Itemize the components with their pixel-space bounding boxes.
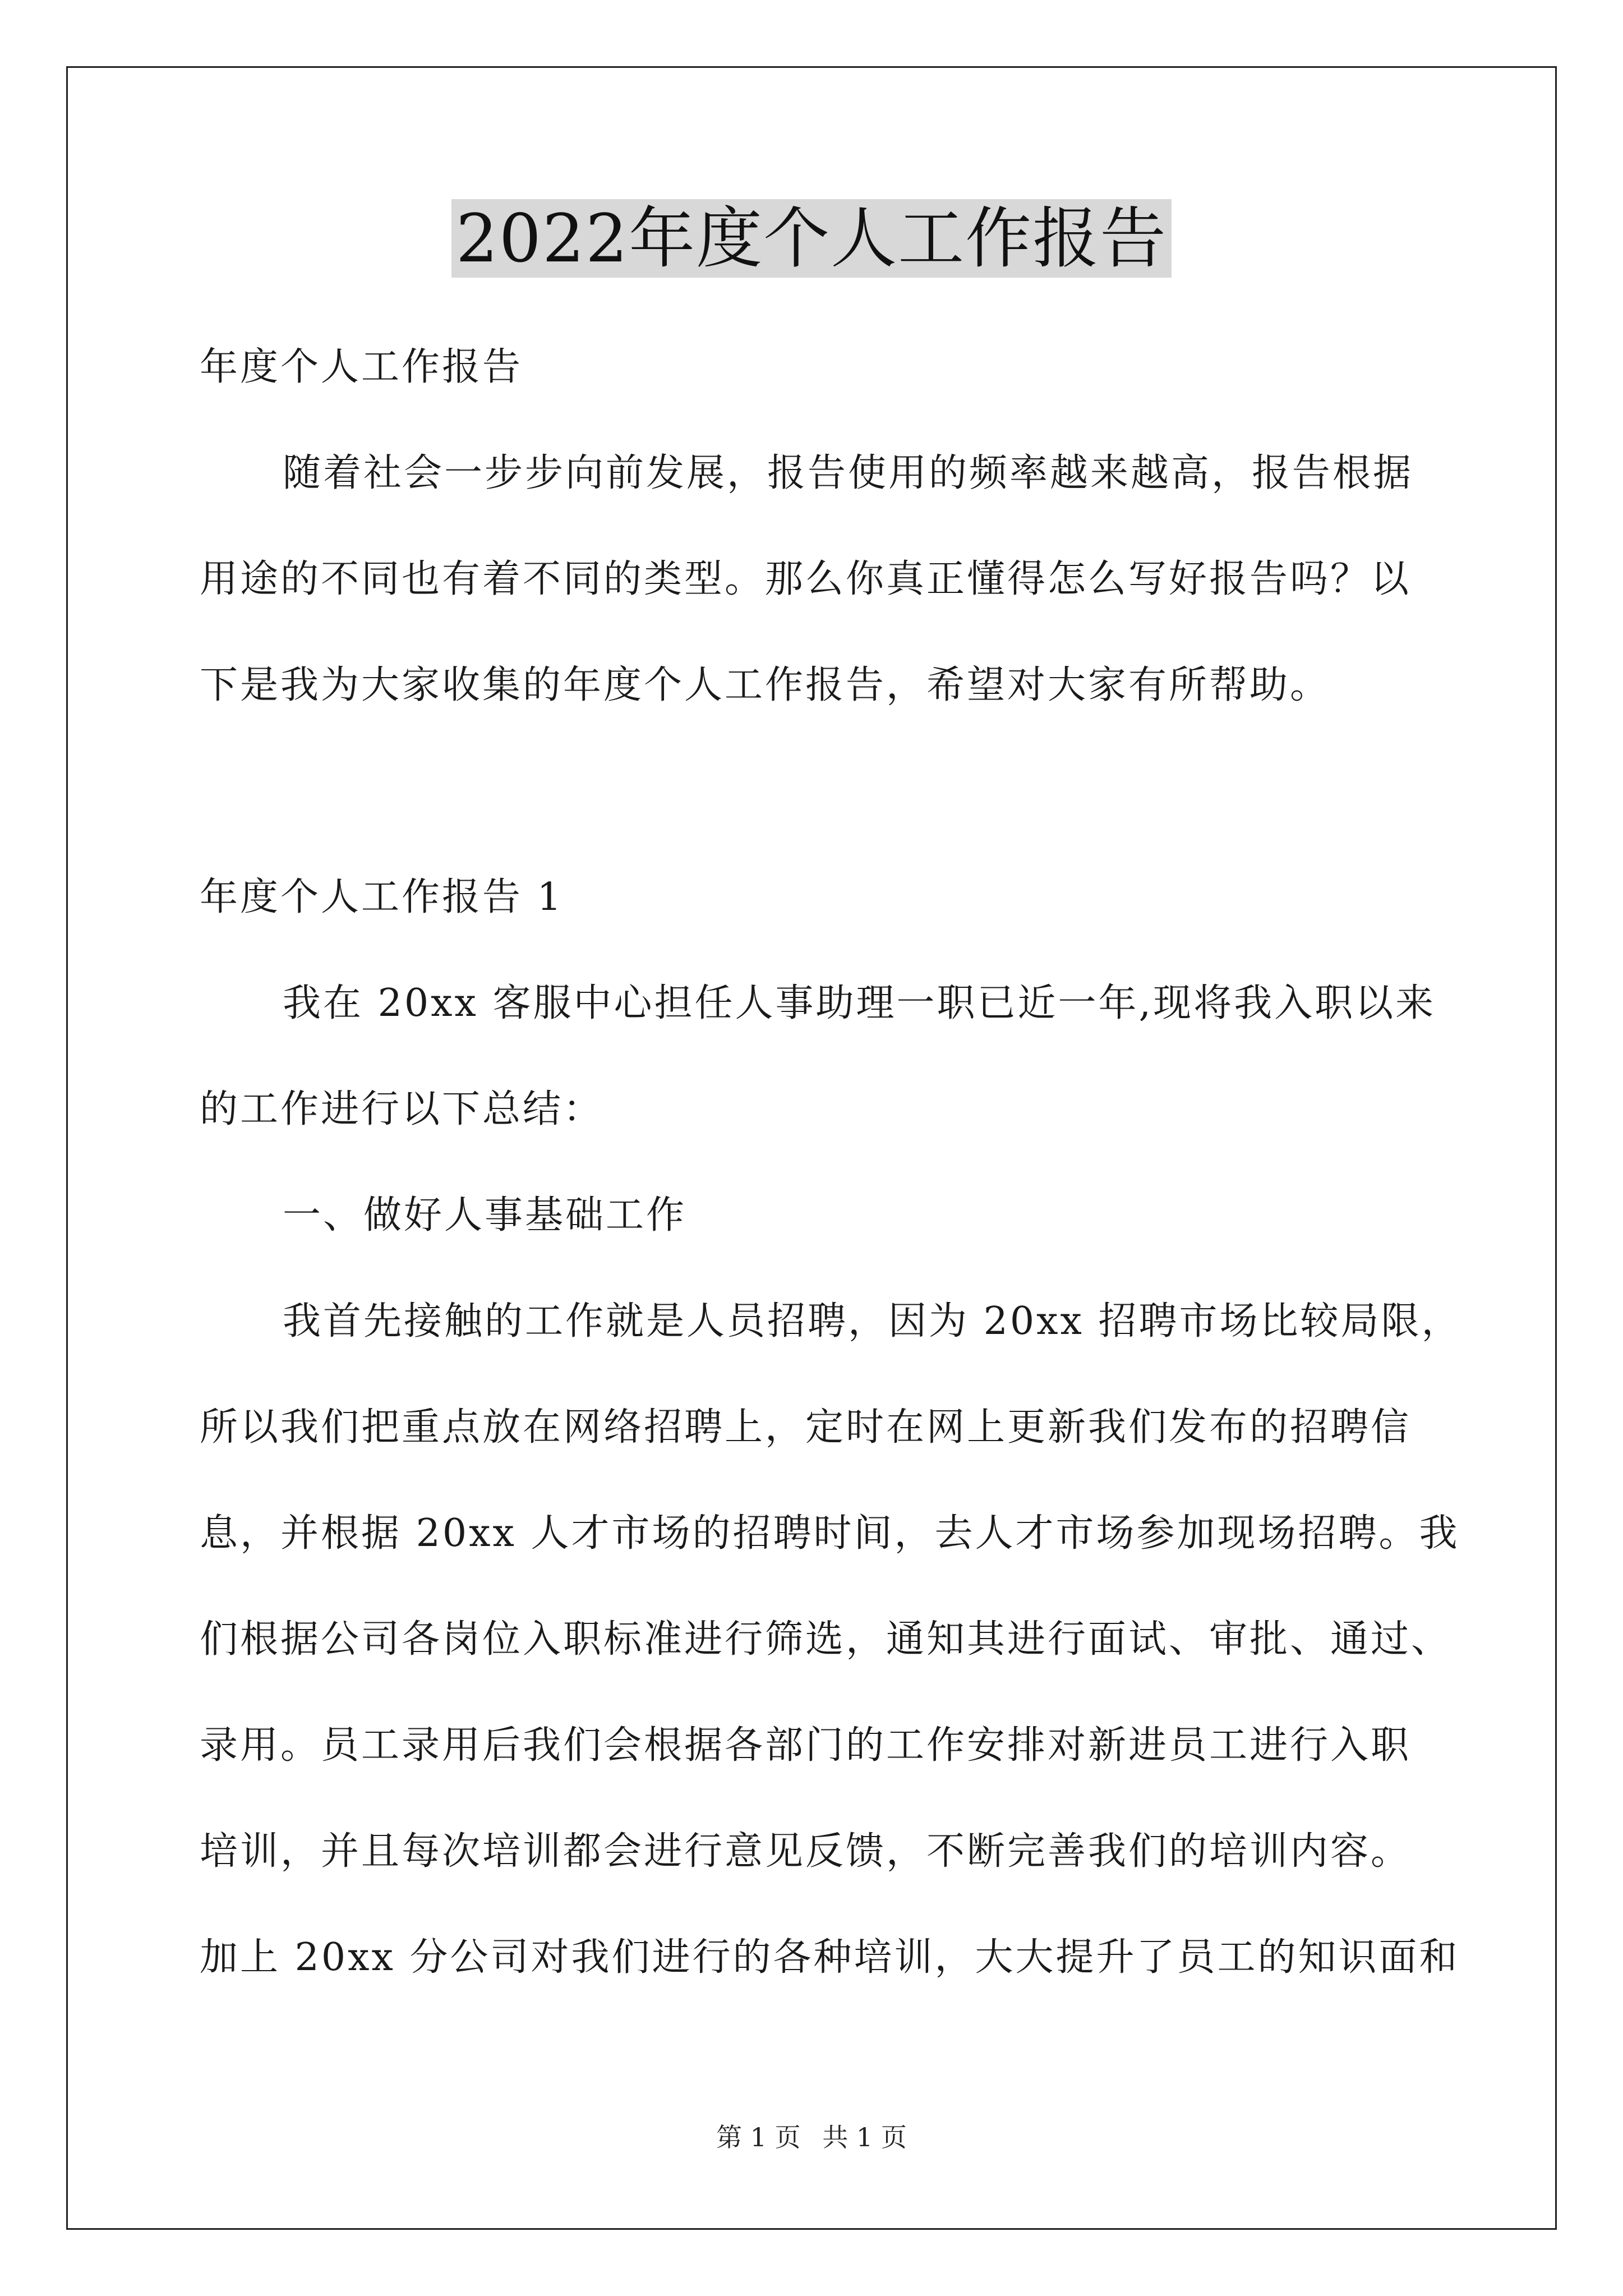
document-body — [200, 314, 1462, 2010]
text-line: 我首先接触的工作就是人员招聘，因为 20xx 招聘市场比较局限， — [283, 1299, 1462, 1343]
document-title: 2022年度个人工作报告 — [451, 199, 1172, 278]
text-line: 们根据公司各岗位入职标准进行筛选，通知其进行面试、审批、通过、 — [200, 1617, 1452, 1662]
text-line: 一、做好人事基础工作 — [283, 1193, 687, 1237]
page-footer — [0, 2120, 1623, 2154]
text-line: 年度个人工作报告 1 — [200, 875, 564, 919]
page-number-current: 第 1 页 — [716, 2122, 801, 2152]
text-line: 培训，并且每次培训都会进行意见反馈，不断完善我们的培训内容。 — [200, 1829, 1412, 1874]
text-line: 随着社会一步步向前发展，报告使用的频率越来越高，报告根据 — [283, 451, 1414, 495]
text-line: 年度个人工作报告 — [200, 345, 523, 389]
text-line: 录用。员工录用后我们会根据各部门的工作安排对新进员工进行入职 — [200, 1723, 1412, 1768]
title-container — [0, 199, 1623, 278]
text-line: 息，并根据 20xx 人才市场的招聘时间，去人才市场参加现场招聘。我 — [200, 1511, 1460, 1556]
text-line: 加上 20xx 分公司对我们进行的各种培训，大大提升了员工的知识面和 — [200, 1935, 1460, 1980]
text-line: 用途的不同也有着不同的类型。那么你真正懂得怎么写好报告吗？以 — [200, 557, 1412, 601]
text-line: 的工作进行以下总结： — [200, 1087, 604, 1131]
page-number-total: 共 1 页 — [822, 2122, 907, 2152]
text-line: 所以我们把重点放在网络招聘上，定时在网上更新我们发布的招聘信 — [200, 1405, 1412, 1450]
text-line: 我在 20xx 客服中心担任人事助理一职已近一年,现将我入职以来 — [283, 981, 1436, 1025]
text-line: 下是我为大家收集的年度个人工作报告，希望对大家有所帮助。 — [200, 663, 1331, 707]
blank-line — [200, 738, 1433, 844]
